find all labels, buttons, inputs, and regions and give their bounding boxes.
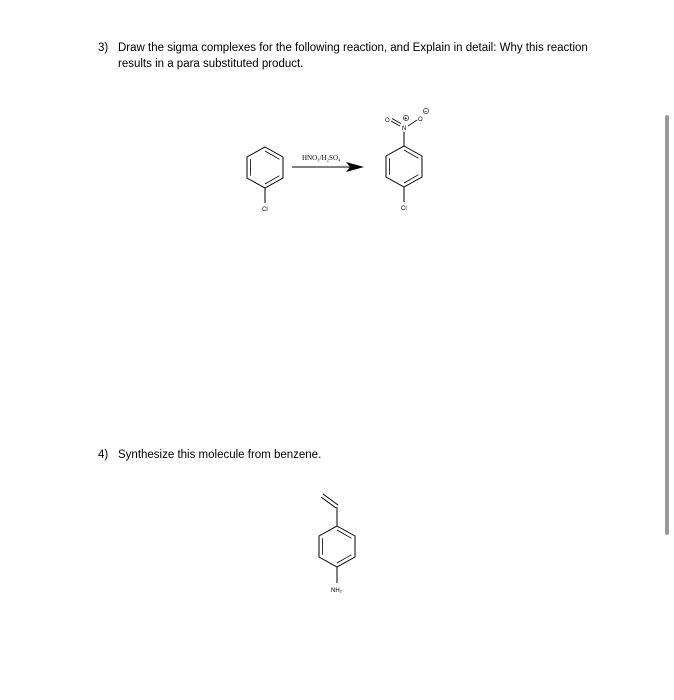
product-nitrogen-label: N	[402, 126, 407, 132]
product-chlorine-label: Cl	[401, 206, 407, 212]
target-molecule-4-aminostyrene	[0, 470, 674, 610]
question-4-line-1: Synthesize this molecule from benzene.	[118, 449, 322, 461]
question-4	[98, 447, 498, 465]
target-amine-label: NH₂	[331, 588, 342, 594]
reaction-arrow	[292, 154, 364, 172]
question-3-line-1: Draw the sigma complexes for the following reaction, and Explain in detail: Why this reaction	[118, 42, 588, 54]
question-3-number: 3)	[98, 42, 109, 54]
vertical-scrollbar[interactable]	[665, 115, 669, 535]
question-4-number: 4)	[98, 449, 109, 461]
product-oxygen-left-label: O	[385, 118, 390, 124]
question-3-line-2: results in a para substituted product.	[118, 58, 304, 70]
product-oxygen-right-label: O	[418, 117, 423, 123]
reactant-chlorobenzene	[247, 147, 283, 213]
oxygen-negative-charge: −	[424, 109, 428, 115]
product-nitrochlorobenzene	[385, 108, 429, 212]
nitrogen-positive-charge: +	[404, 116, 408, 122]
reagent-label: HNO₃/H₂SO₄	[302, 154, 341, 162]
reactant-chlorine-label: Cl	[262, 207, 268, 213]
